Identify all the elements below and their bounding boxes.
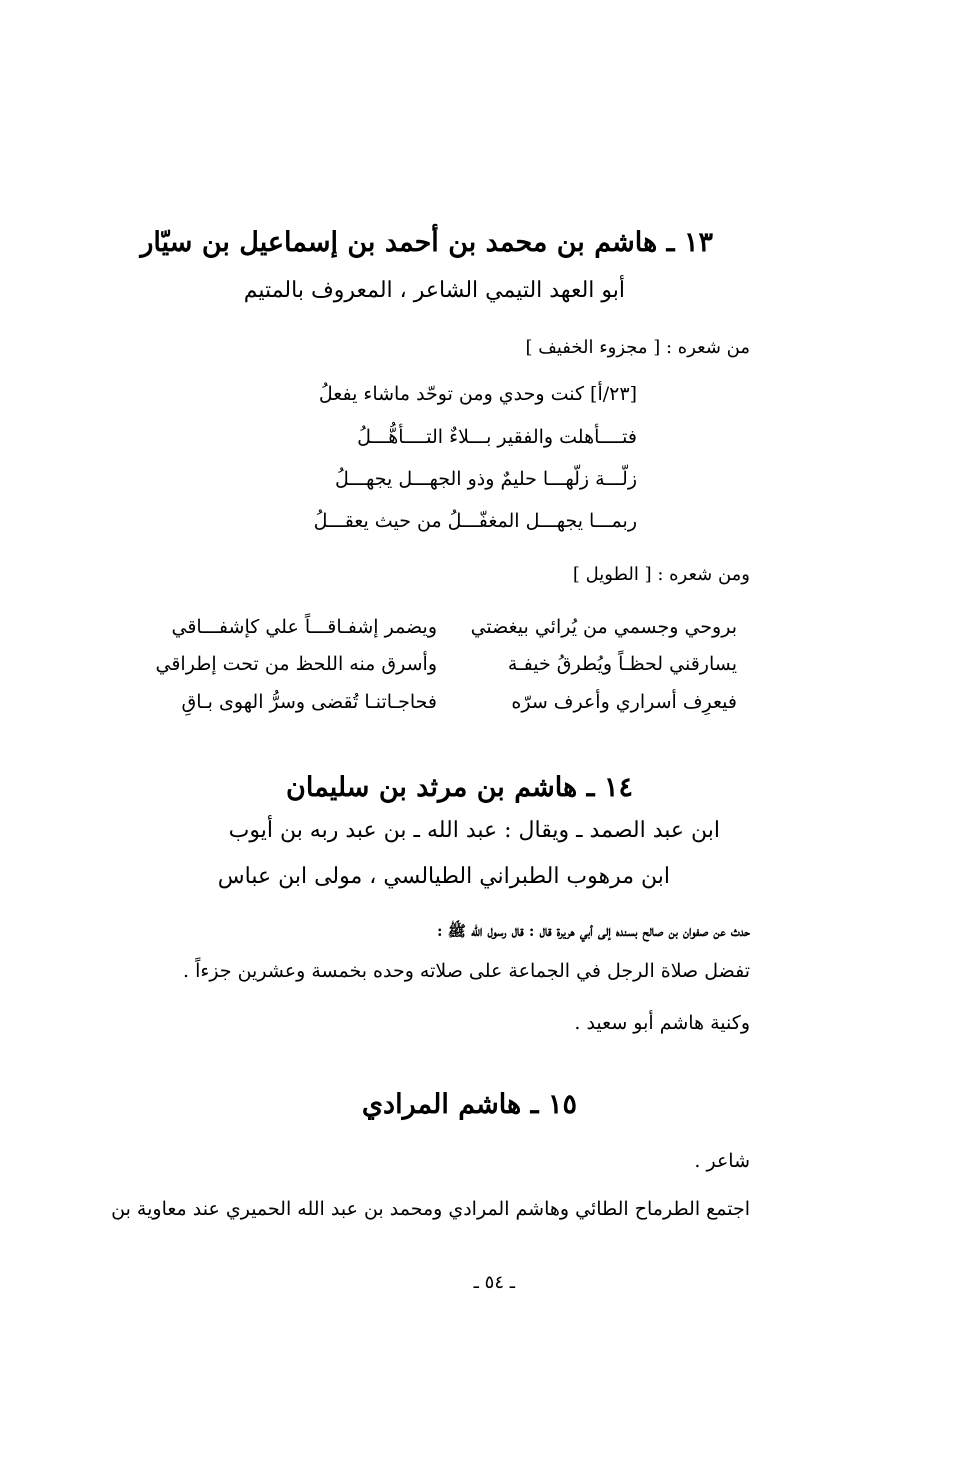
entry-14-isnad: حدث عن صفوان بن صالح بسنده إلى أبي هريرة قال : قال رسول الله ﷺ :	[437, 922, 750, 940]
entry-14-subtitle-line-2: ابن مرهوب الطبراني الطيالسي ، مولى ابن عباس	[217, 864, 670, 889]
entry-13-subtitle: أبو العهد التيمي الشاعر ، المعروف بالمتيم	[243, 278, 625, 303]
entry-14-title: ١٤ ـ هاشم بن مرثد بن سليمان	[286, 772, 633, 803]
entry-14-hadith: تفضل صلاة الرجل في الجماعة على صلاته وحده بخمسة وعشرين جزءاً .	[183, 960, 750, 982]
entry-13-meter-label-1: من شعره : [ مجزوء الخفيف ]	[525, 337, 750, 358]
verse-line-2: فتــــأهلت والفقير بـــلاءٌ التــــأهُّـــلُ	[357, 426, 637, 448]
couplet-3-second-hemistich: فحاجـاتنـا تُقضى وسرُّ الهوى بـاقِ	[181, 691, 437, 713]
entry-15-title: ١٥ ـ هاشم المرادي	[361, 1089, 577, 1120]
entry-14-kunya: وكنية هاشم أبو سعيد .	[574, 1012, 750, 1034]
entry-14-subtitle-line-1: ابن عبد الصمد ـ ويقال : عبد الله ـ بن عبد ربه بن أيوب	[228, 818, 720, 843]
couplet-1-first-hemistich: بروحي وجسمي من يُرائي بيغضتي	[470, 616, 737, 638]
verse-line-1: [٢٣/أ] كنت وحدي ومن توحّد ماشاء يفعلُ	[318, 383, 637, 405]
entry-13-meter-label-2: ومن شعره : [ الطويل ]	[572, 564, 750, 585]
verse-line-4: ربمـــا يجهـــل المغفّـــلُ من حيث يعقـــلُ	[313, 510, 637, 532]
couplet-2-second-hemistich: وأسرق منه اللحظ من تحت إطراقي	[155, 653, 437, 675]
entry-15-text: اجتمع الطرماح الطائي وهاشم المرادي ومحمد بن عبد الله الحميري عند معاوية بن	[111, 1198, 750, 1220]
entry-13-title: ١٣ ـ هاشم بن محمد بن أحمد بن إسماعيل بن سيّار	[140, 227, 713, 258]
couplet-2-first-hemistich: يسارقني لحظـاً ويُطرقُ خيفـة	[507, 653, 737, 675]
couplet-1-second-hemistich: ويضمر إشفـاقـــاً علي كإشفـــاقي	[171, 616, 437, 638]
entry-15-description: شاعر .	[694, 1150, 750, 1172]
couplet-3-first-hemistich: فيعرِف أسراري وأعرف سرّه	[511, 691, 737, 713]
page-number: ـ ٥٤ ـ	[473, 1272, 515, 1293]
verse-line-3: زلّـــة زلّهـــا حليمٌ وذو الجهـــل يجهـــلُ	[334, 468, 637, 490]
